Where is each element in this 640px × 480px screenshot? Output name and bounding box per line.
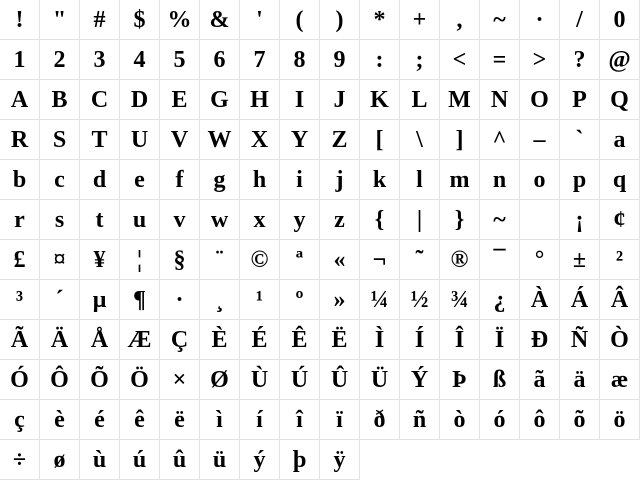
glyph-cell[interactable]: Û	[320, 360, 360, 400]
glyph-cell[interactable]: 8	[280, 40, 320, 80]
glyph-cell[interactable]	[520, 200, 560, 240]
glyph-cell[interactable]: Ä	[40, 320, 80, 360]
glyph-cell[interactable]: ð	[360, 400, 400, 440]
glyph-cell[interactable]: Æ	[120, 320, 160, 360]
glyph-cell[interactable]: B	[40, 80, 80, 120]
glyph-cell[interactable]: Y	[280, 120, 320, 160]
glyph-cell[interactable]: #	[80, 0, 120, 40]
glyph-cell[interactable]: T	[80, 120, 120, 160]
glyph-cell[interactable]: d	[80, 160, 120, 200]
glyph-cell[interactable]: /	[560, 0, 600, 40]
void-cell	[440, 440, 480, 480]
glyph-cell[interactable]: ~	[480, 0, 520, 40]
glyph-cell[interactable]: w	[200, 200, 240, 240]
glyph-cell[interactable]: í	[240, 400, 280, 440]
glyph-cell[interactable]: –	[520, 120, 560, 160]
glyph-cell[interactable]: ô	[520, 400, 560, 440]
glyph-cell[interactable]: Í	[400, 320, 440, 360]
glyph-cell[interactable]: Ø	[200, 360, 240, 400]
glyph-cell[interactable]: Ã	[0, 320, 40, 360]
glyph-cell[interactable]: ¯	[480, 240, 520, 280]
glyph-cell[interactable]: |	[400, 200, 440, 240]
glyph-cell[interactable]: Z	[320, 120, 360, 160]
glyph-cell[interactable]: ñ	[400, 400, 440, 440]
glyph-cell[interactable]: x	[240, 200, 280, 240]
glyph-cell[interactable]: ~	[480, 200, 520, 240]
glyph-cell[interactable]: b	[0, 160, 40, 200]
glyph-cell[interactable]: §	[160, 240, 200, 280]
glyph-cell[interactable]: ý	[240, 440, 280, 480]
glyph-cell[interactable]: V	[160, 120, 200, 160]
glyph-cell[interactable]: ³	[0, 280, 40, 320]
glyph-cell[interactable]: ª	[280, 240, 320, 280]
glyph-cell[interactable]: 2	[40, 40, 80, 80]
glyph-cell[interactable]: ·	[160, 280, 200, 320]
glyph-cell[interactable]: Ù	[240, 360, 280, 400]
glyph-cell[interactable]: Ô	[40, 360, 80, 400]
glyph-cell[interactable]: Ñ	[560, 320, 600, 360]
glyph-cell[interactable]: ì	[200, 400, 240, 440]
glyph-cell[interactable]: S	[40, 120, 80, 160]
glyph-cell[interactable]: ê	[120, 400, 160, 440]
glyph-cell[interactable]: °	[520, 240, 560, 280]
glyph-cell[interactable]: p	[560, 160, 600, 200]
glyph-cell[interactable]: !	[0, 0, 40, 40]
glyph-cell[interactable]: µ	[80, 280, 120, 320]
glyph-cell[interactable]: ¡	[560, 200, 600, 240]
glyph-cell[interactable]: +	[400, 0, 440, 40]
glyph-cell[interactable]: þ	[280, 440, 320, 480]
glyph-cell[interactable]: ¢	[600, 200, 640, 240]
glyph-cell[interactable]: ï	[320, 400, 360, 440]
glyph-cell[interactable]: «	[320, 240, 360, 280]
glyph-cell[interactable]: u	[120, 200, 160, 240]
glyph-cell[interactable]: 9	[320, 40, 360, 80]
glyph-cell[interactable]: Á	[560, 280, 600, 320]
glyph-cell[interactable]: ÷	[0, 440, 40, 480]
glyph-cell[interactable]: ó	[480, 400, 520, 440]
glyph-cell[interactable]: ã	[520, 360, 560, 400]
glyph-cell[interactable]: j	[320, 160, 360, 200]
glyph-cell[interactable]: *	[360, 0, 400, 40]
glyph-cell[interactable]: L	[400, 80, 440, 120]
glyph-cell[interactable]: ]	[440, 120, 480, 160]
glyph-cell[interactable]: E	[160, 80, 200, 120]
glyph-cell[interactable]: ^	[480, 120, 520, 160]
glyph-cell[interactable]: ¼	[360, 280, 400, 320]
glyph-cell[interactable]: ¨	[200, 240, 240, 280]
glyph-cell[interactable]: Î	[440, 320, 480, 360]
glyph-cell[interactable]: î	[280, 400, 320, 440]
glyph-cell[interactable]: º	[280, 280, 320, 320]
glyph-cell[interactable]: [	[360, 120, 400, 160]
glyph-cell[interactable]: a	[600, 120, 640, 160]
void-cell	[400, 440, 440, 480]
glyph-cell[interactable]: Ú	[280, 360, 320, 400]
glyph-cell[interactable]: Q	[600, 80, 640, 120]
glyph-cell[interactable]: g	[200, 160, 240, 200]
void-cell	[560, 440, 600, 480]
glyph-cell[interactable]: 5	[160, 40, 200, 80]
glyph-cell[interactable]: ¿	[480, 280, 520, 320]
glyph-cell[interactable]: 0	[600, 0, 640, 40]
glyph-cell[interactable]: :	[360, 40, 400, 80]
glyph-cell[interactable]: "	[40, 0, 80, 40]
glyph-cell[interactable]: £	[0, 240, 40, 280]
glyph-cell[interactable]: k	[360, 160, 400, 200]
void-cell	[360, 440, 400, 480]
glyph-cell[interactable]: ,	[440, 0, 480, 40]
glyph-cell[interactable]: ö	[600, 400, 640, 440]
glyph-cell[interactable]: ÿ	[320, 440, 360, 480]
glyph-cell[interactable]: =	[480, 40, 520, 80]
glyph-cell[interactable]: ¦	[120, 240, 160, 280]
glyph-cell[interactable]: ;	[400, 40, 440, 80]
glyph-cell[interactable]: »	[320, 280, 360, 320]
glyph-cell[interactable]: K	[360, 80, 400, 120]
glyph-cell[interactable]: ¶	[120, 280, 160, 320]
glyph-cell[interactable]: \	[400, 120, 440, 160]
glyph-cell[interactable]: Ü	[360, 360, 400, 400]
glyph-cell[interactable]: 4	[120, 40, 160, 80]
glyph-cell[interactable]: $	[120, 0, 160, 40]
glyph-cell[interactable]: r	[0, 200, 40, 240]
glyph-cell[interactable]: Å	[80, 320, 120, 360]
glyph-cell[interactable]: A	[0, 80, 40, 120]
glyph-cell[interactable]: ü	[200, 440, 240, 480]
glyph-cell[interactable]: z	[320, 200, 360, 240]
glyph-cell[interactable]: ú	[120, 440, 160, 480]
glyph-cell[interactable]: ×	[160, 360, 200, 400]
glyph-cell[interactable]: ù	[80, 440, 120, 480]
glyph-cell[interactable]: )	[320, 0, 360, 40]
glyph-cell[interactable]: ©	[240, 240, 280, 280]
glyph-cell[interactable]: ç	[0, 400, 40, 440]
glyph-cell[interactable]: >	[520, 40, 560, 80]
glyph-cell[interactable]: û	[160, 440, 200, 480]
glyph-cell[interactable]: D	[120, 80, 160, 120]
glyph-cell[interactable]: é	[80, 400, 120, 440]
glyph-cell[interactable]: l	[400, 160, 440, 200]
glyph-cell[interactable]: Þ	[440, 360, 480, 400]
glyph-cell[interactable]: ´	[40, 280, 80, 320]
glyph-cell[interactable]: q	[600, 160, 640, 200]
glyph-cell[interactable]: i	[280, 160, 320, 200]
glyph-cell[interactable]: I	[280, 80, 320, 120]
glyph-cell[interactable]: P	[560, 80, 600, 120]
void-cell	[480, 440, 520, 480]
glyph-cell[interactable]: Ç	[160, 320, 200, 360]
glyph-cell[interactable]: M	[440, 80, 480, 120]
glyph-cell[interactable]: N	[480, 80, 520, 120]
glyph-cell[interactable]: 7	[240, 40, 280, 80]
glyph-cell[interactable]: Ó	[0, 360, 40, 400]
glyph-cell[interactable]: (	[280, 0, 320, 40]
glyph-cell[interactable]: Ê	[280, 320, 320, 360]
glyph-cell[interactable]: W	[200, 120, 240, 160]
glyph-cell[interactable]: ·	[520, 0, 560, 40]
glyph-cell[interactable]: ò	[440, 400, 480, 440]
glyph-cell[interactable]: Ë	[320, 320, 360, 360]
glyph-cell[interactable]: Ý	[400, 360, 440, 400]
glyph-cell[interactable]: R	[0, 120, 40, 160]
glyph-cell[interactable]: ¥	[80, 240, 120, 280]
glyph-cell[interactable]: <	[440, 40, 480, 80]
glyph-cell[interactable]: e	[120, 160, 160, 200]
glyph-cell[interactable]: X	[240, 120, 280, 160]
glyph-cell[interactable]: è	[40, 400, 80, 440]
glyph-cell[interactable]: Ö	[120, 360, 160, 400]
glyph-cell[interactable]: Ò	[600, 320, 640, 360]
glyph-cell[interactable]: ®	[440, 240, 480, 280]
glyph-cell[interactable]: U	[120, 120, 160, 160]
glyph-cell[interactable]: Ì	[360, 320, 400, 360]
glyph-cell[interactable]: c	[40, 160, 80, 200]
glyph-cell[interactable]: ½	[400, 280, 440, 320]
glyph-cell[interactable]: O	[520, 80, 560, 120]
glyph-cell[interactable]: ¬	[360, 240, 400, 280]
glyph-cell[interactable]: 1	[0, 40, 40, 80]
glyph-cell[interactable]: Ð	[520, 320, 560, 360]
glyph-cell[interactable]: É	[240, 320, 280, 360]
glyph-cell[interactable]: Õ	[80, 360, 120, 400]
glyph-cell[interactable]: ¤	[40, 240, 80, 280]
glyph-cell[interactable]: H	[240, 80, 280, 120]
glyph-cell[interactable]: m	[440, 160, 480, 200]
glyph-cell[interactable]: n	[480, 160, 520, 200]
glyph-cell[interactable]: 3	[80, 40, 120, 80]
glyph-cell[interactable]: o	[520, 160, 560, 200]
glyph-cell[interactable]: ¾	[440, 280, 480, 320]
void-cell	[600, 440, 640, 480]
glyph-cell[interactable]: ²	[600, 240, 640, 280]
glyph-cell[interactable]: ß	[480, 360, 520, 400]
glyph-cell[interactable]: C	[80, 80, 120, 120]
glyph-cell[interactable]: À	[520, 280, 560, 320]
glyph-cell[interactable]: `	[560, 120, 600, 160]
glyph-cell[interactable]: æ	[600, 360, 640, 400]
glyph-cell[interactable]: {	[360, 200, 400, 240]
glyph-cell[interactable]: '	[240, 0, 280, 40]
glyph-cell[interactable]: G	[200, 80, 240, 120]
glyph-cell[interactable]: v	[160, 200, 200, 240]
glyph-cell[interactable]: Ï	[480, 320, 520, 360]
glyph-cell[interactable]: ˜	[400, 240, 440, 280]
glyph-cell[interactable]: ±	[560, 240, 600, 280]
glyph-cell[interactable]: õ	[560, 400, 600, 440]
glyph-cell[interactable]: }	[440, 200, 480, 240]
glyph-cell[interactable]: ø	[40, 440, 80, 480]
glyph-cell[interactable]: f	[160, 160, 200, 200]
glyph-cell[interactable]: ¹	[240, 280, 280, 320]
glyph-cell[interactable]: t	[80, 200, 120, 240]
glyph-cell[interactable]: s	[40, 200, 80, 240]
glyph-cell[interactable]: y	[280, 200, 320, 240]
glyph-cell[interactable]: J	[320, 80, 360, 120]
glyph-cell[interactable]: %	[160, 0, 200, 40]
glyph-cell[interactable]: ä	[560, 360, 600, 400]
void-cell	[520, 440, 560, 480]
glyph-cell[interactable]: ë	[160, 400, 200, 440]
glyph-cell[interactable]: Â	[600, 280, 640, 320]
glyph-cell[interactable]: &	[200, 0, 240, 40]
glyph-cell[interactable]: È	[200, 320, 240, 360]
glyph-cell[interactable]: ?	[560, 40, 600, 80]
glyph-cell[interactable]: 6	[200, 40, 240, 80]
glyph-cell[interactable]: h	[240, 160, 280, 200]
glyph-cell[interactable]: ¸	[200, 280, 240, 320]
glyph-cell[interactable]: @	[600, 40, 640, 80]
